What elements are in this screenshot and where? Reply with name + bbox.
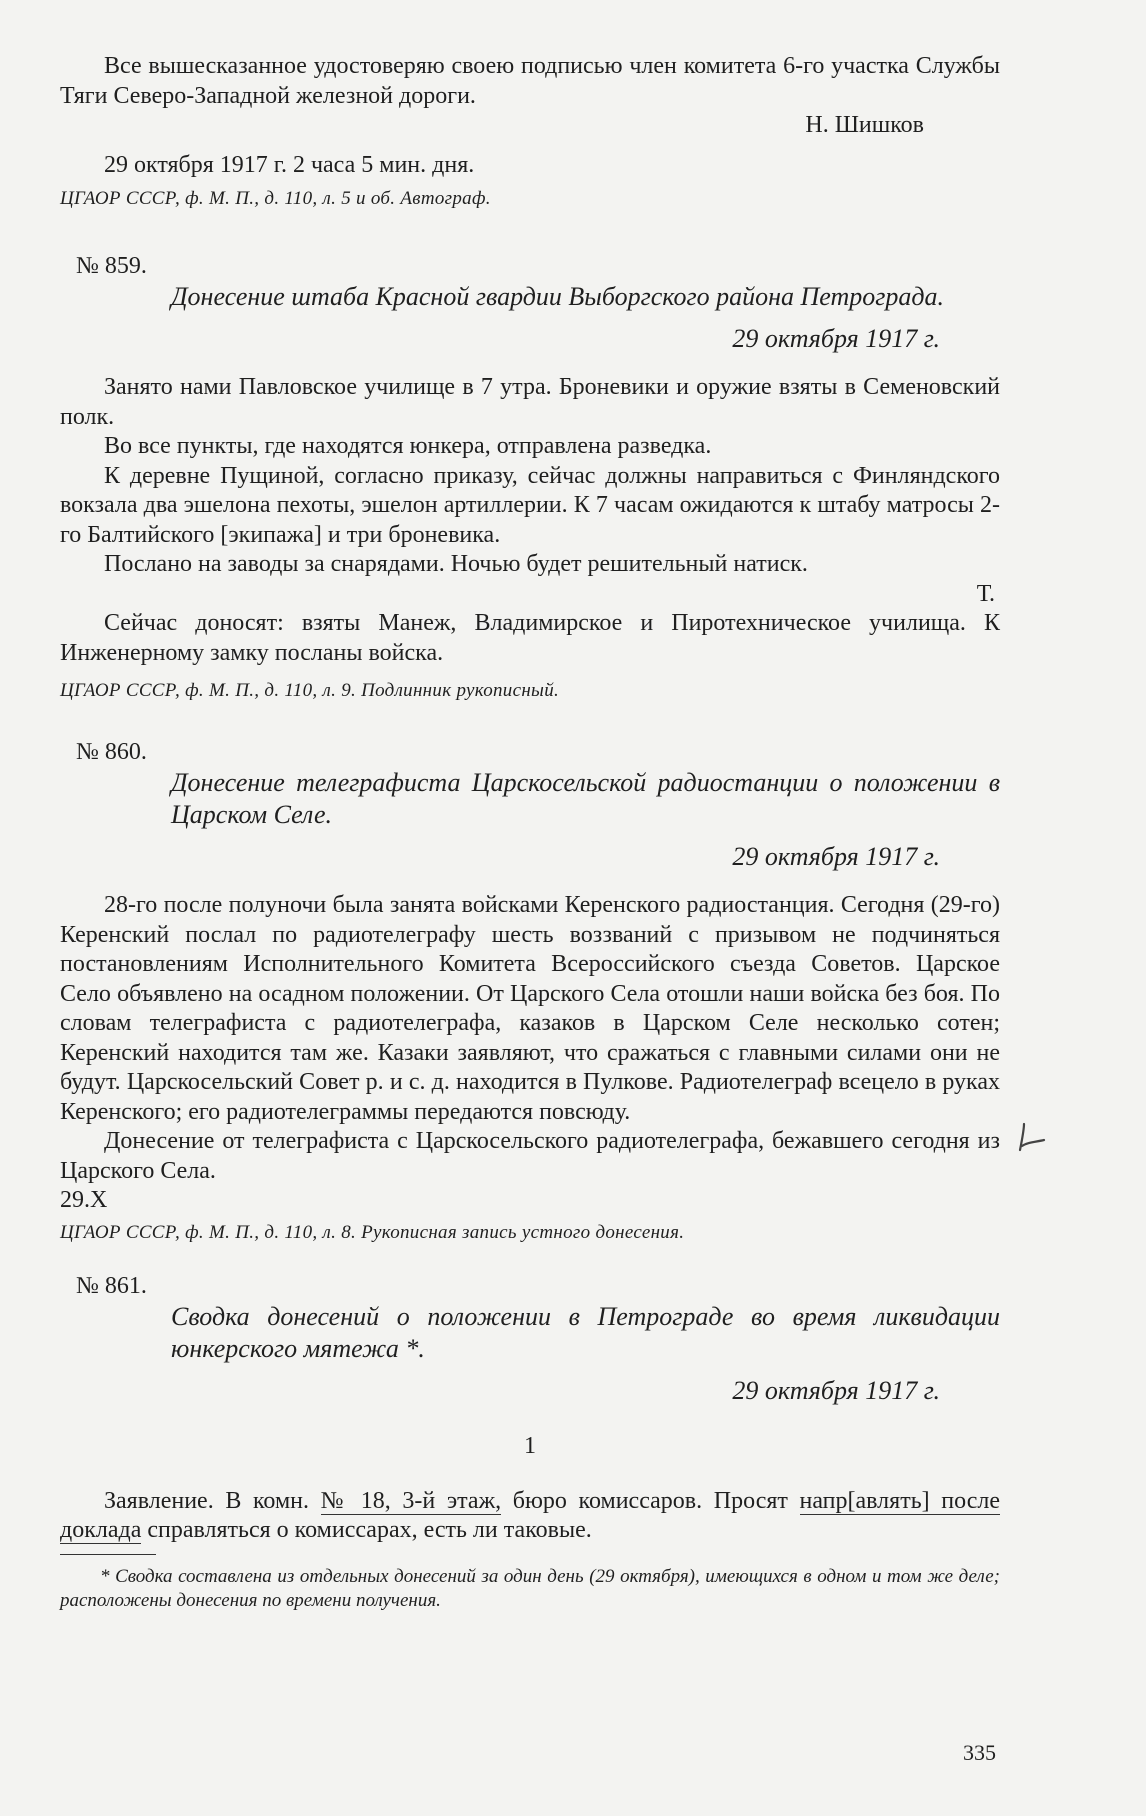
document-title: Донесение телеграфиста Царскосельской радиостанции о положении в Царском Селе. xyxy=(171,768,1000,829)
dateline: 29.X xyxy=(60,1187,108,1213)
certification-datetime: 29 октября 1917 г. 2 часа 5 мин. дня. xyxy=(104,151,475,178)
archive-source: ЦГАОР СССР, ф. М. П., д. 110, л. 5 и об. Автограф. xyxy=(60,188,491,209)
document-date: 29 октября 1917 г. xyxy=(732,1375,940,1405)
paragraph: Послано на заводы за снарядами. Ночью будет решительный натиск. xyxy=(104,551,808,577)
statement-paragraph xyxy=(60,1487,1000,1546)
paragraph: 28-го после полуночи была занята войсками Керенского радиостанция. Сегодня (29-го) Керенский послал по радиотелеграфу шесть воззваний с призывом не подчиняться постановлениям Исполнительного Комитета Всероссийского съезда Советов. Царское Село объявлено на осадном положении. От Царского Села отошли наши войска без боя. По словам телеграфиста с радиотелеграфа, казаков в Царском Селе несколько сотен; Керенский находится там же. Казаки заявляют, что сражаться с главными силами они не будут. Царскосельский Совет р. и с. д. находится в Пулкове. Радиотелеграф всецело в руках Керенского; его радиотелеграммы передаются повсюду. xyxy=(60,892,1000,1125)
document-861-header xyxy=(60,1272,1000,1407)
underlined-instruction: напр[авлять] после доклада xyxy=(60,1487,1000,1543)
certification-text: Все вышесказанное удостоверяю своею подписью член комитета 6-го участка Службы Тяги Северо-Западной железной дороги. xyxy=(60,53,1000,109)
text-column xyxy=(60,52,1000,1613)
document-date: 29 октября 1917 г. xyxy=(732,324,940,353)
paragraph: Занято нами Павловское училище в 7 утра. Броневики и оружие взяты в Семеновский полк. xyxy=(60,374,1000,430)
paragraph: К деревне Пущиной, согласно приказу, сейчас должны направиться с Финляндского вокзала два эшелона пехоты, эшелон артиллерии. К 7 часам ожидаются к штабу матросы 2-го Балтийского [экипажа] и три броневика. xyxy=(60,462,1000,548)
handwritten-margin-mark xyxy=(1012,1120,1052,1156)
page-number: 335 xyxy=(963,1740,996,1765)
postscript: Сейчас доносят: взяты Манеж, Владимирское и Пиротехническое училища. К Инженерному замку посланы войска. xyxy=(60,610,1000,666)
statement-lead: Заявление. В комн. xyxy=(104,1487,309,1514)
paragraph: Во все пункты, где находятся юнкера, отправлена разведка. xyxy=(104,433,712,459)
archive-source: ЦГАОР СССР, ф. М. П., д. 110, л. 9. Подлинник рукописный. xyxy=(60,680,560,701)
document-number: № 860. xyxy=(76,739,147,765)
footnote-divider xyxy=(60,1554,156,1555)
document-number: № 859. xyxy=(76,253,147,279)
paragraph: Донесение от телеграфиста с Царскосельского радиотелеграфа, бежавшего сегодня из Царского Села. xyxy=(60,1128,1000,1184)
document-number: № 861. xyxy=(76,1272,147,1299)
footnote: * Сводка составлена из отдельных донесений за один день (29 октября), имеющихся в одном и том же деле; расположены донесения по времени получения. xyxy=(60,1565,1000,1611)
document-title: Сводка донесений о положении в Петрограде во время ликвидации юнкерского мятежа *. xyxy=(171,1301,1000,1363)
document-859-header xyxy=(60,252,1000,355)
archive-source: ЦГАОР СССР, ф. М. П., д. 110, л. 8. Рукописная запись устного донесения. xyxy=(60,1221,685,1243)
document-title: Донесение штаба Красной гвардии Выборгского района Петрограда. xyxy=(171,282,945,311)
document-date: 29 октября 1917 г. xyxy=(732,842,940,871)
statement-tail: справляться о комиссарах, есть ли таковые. xyxy=(141,1517,592,1543)
document-860-header xyxy=(60,738,1000,873)
signature-shishkov: Н. Шишков xyxy=(805,112,924,138)
signature-t: Т. xyxy=(976,580,995,607)
underlined-room: № 18, 3-й этаж, xyxy=(320,1487,502,1514)
statement-mid: бюро комиссаров. Просят xyxy=(501,1487,800,1514)
section-number: 1 xyxy=(524,1432,536,1459)
